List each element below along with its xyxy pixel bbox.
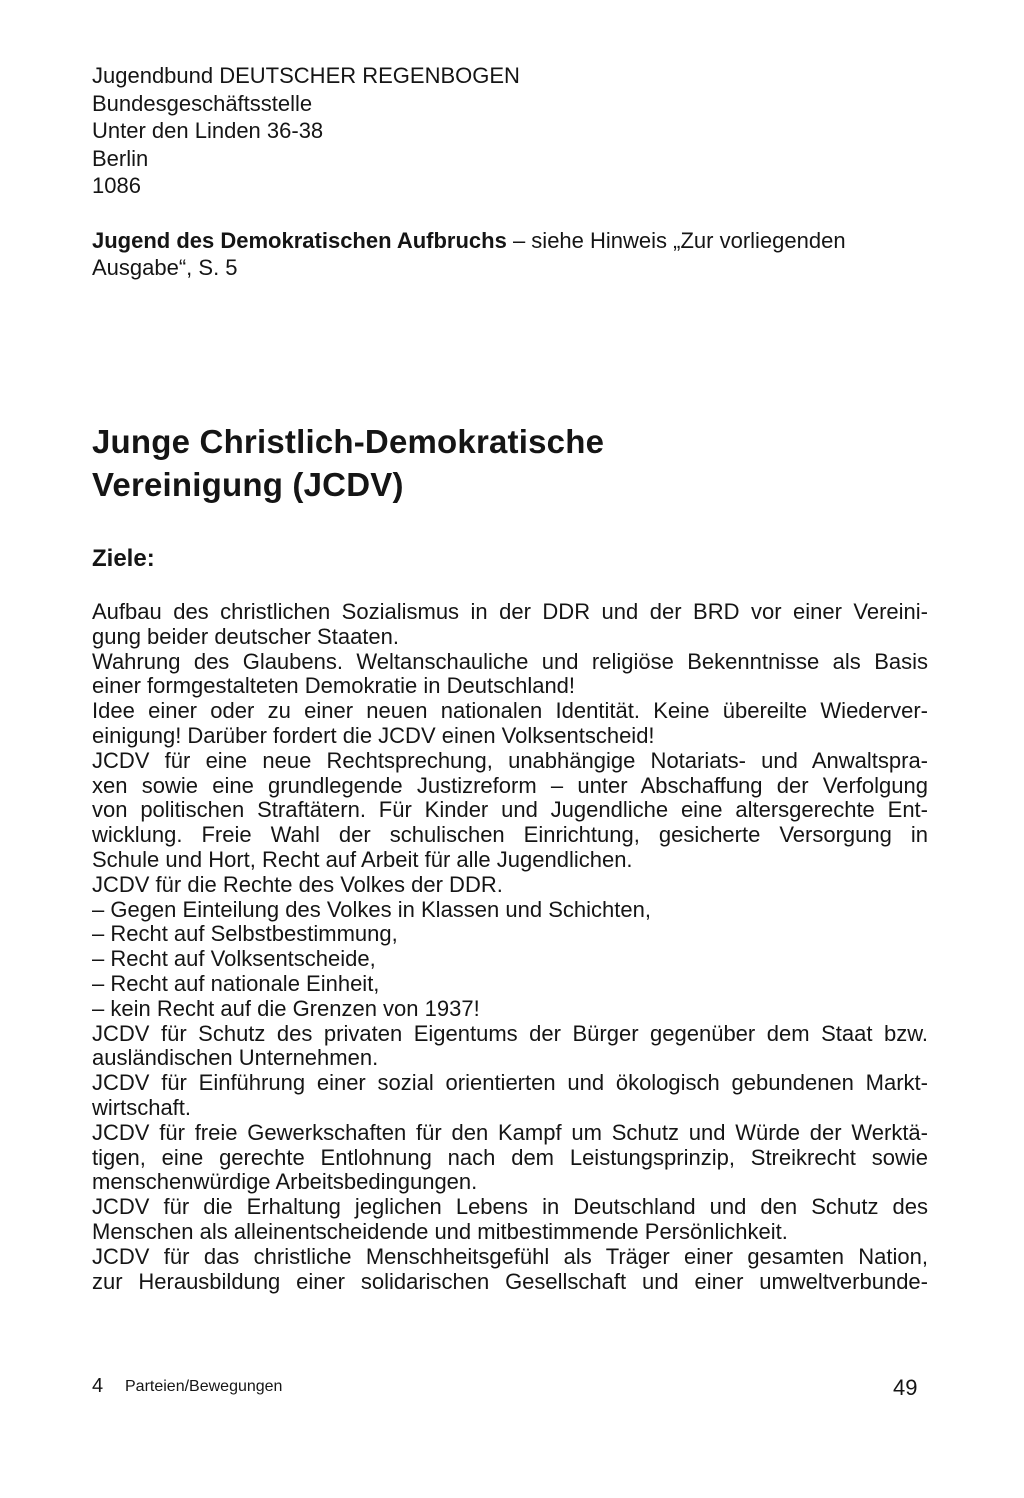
body-line: JCDV für das christliche Menschheitsgefühl als Träger einer gesamten Nation,: [92, 1243, 928, 1269]
body-line: tigen, eine gerechte Entlohnung nach dem Leistungsprinzip, Streikrecht sowie: [92, 1144, 928, 1170]
address-line: Bundesgeschäftsstelle: [92, 90, 313, 116]
body-line: JCDV für die Erhaltung jeglichen Lebens in Deutschland und den Schutz des: [92, 1194, 928, 1220]
body-line: ausländischen Unternehmen.: [92, 1045, 379, 1071]
body-line: JCDV für eine neue Rechtsprechung, unabhängige Notariats- und Anwaltspra-: [92, 747, 928, 773]
note-reference: – siehe Hinweis „Zur vorliegenden Ausgabe“, S. 5: [92, 228, 846, 280]
address-line: Jugendbund DEUTSCHER REGENBOGEN: [92, 63, 520, 88]
cross-reference-note: [92, 227, 932, 281]
address-block: [92, 62, 520, 200]
footer-section-number: 4: [92, 1375, 104, 1397]
body-line: JCDV für Einführung einer sozial orientierten und ökologisch gebundenen Markt-: [92, 1070, 928, 1096]
body-line: von politischen Straftätern. Für Kinder und Jugendliche eine altersgerechte Ent-: [92, 797, 928, 823]
body-line: – Recht auf nationale Einheit,: [92, 970, 380, 996]
body-line: – kein Recht auf die Grenzen von 1937!: [92, 995, 480, 1021]
note-organization: Jugend des Demokratischen Aufbruchs: [92, 228, 507, 253]
subheading-goals: Ziele:: [92, 545, 155, 572]
body-line: einigung! Darüber fordert die JCDV einen Volksentscheid!: [92, 722, 655, 748]
address-line: 1086: [92, 173, 141, 198]
body-line: Menschen als alleinentscheidende und mitbestimmende Persönlichkeit.: [92, 1218, 788, 1244]
address-line: Berlin: [92, 145, 149, 171]
body-text: [92, 600, 928, 1294]
heading-line: Vereinigung (JCDV): [92, 466, 404, 503]
body-line: Aufbau des christlichen Sozialismus in der DDR und der BRD vor einer Vereini-: [92, 599, 928, 624]
body-line: gung beider deutscher Staaten.: [92, 623, 400, 649]
body-line: menschenwürdige Arbeitsbedingungen.: [92, 1169, 478, 1195]
body-line: Wahrung des Glaubens. Weltanschauliche und religiöse Bekenntnisse als Basis: [92, 648, 928, 674]
heading-line: Junge Christlich-Demokratische: [92, 423, 605, 460]
body-line: – Recht auf Volksentscheide,: [92, 946, 376, 972]
body-line: JCDV für freie Gewerkschaften für den Kampf um Schutz und Würde der Werktä-: [92, 1119, 928, 1145]
address-line: Unter den Linden 36-38: [92, 118, 324, 143]
section-heading: [92, 420, 604, 506]
body-line: zur Herausbildung einer solidarischen Gesellschaft und einer umweltverbunde-: [92, 1268, 928, 1294]
body-line: Schule und Hort, Recht auf Arbeit für alle Jugendlichen.: [92, 846, 633, 872]
body-line: wirtschaft.: [92, 1094, 192, 1120]
page-number: 49: [893, 1375, 918, 1400]
body-line: xen sowie eine grundlegende Justizreform – unter Abschaffung der Verfolgung: [92, 772, 928, 798]
body-line: – Recht auf Selbstbestimmung,: [92, 921, 398, 947]
body-line: einer formgestalteten Demokratie in Deutschland!: [92, 673, 576, 699]
body-line: – Gegen Einteilung des Volkes in Klassen und Schichten,: [92, 896, 651, 922]
body-line: JCDV für Schutz des privaten Eigentums der Bürger gegenüber dem Staat bzw.: [92, 1020, 928, 1046]
footer-section-label: Parteien/Bewegungen: [125, 1378, 283, 1395]
body-line: wicklung. Freie Wahl der schulischen Einrichtung, gesicherte Versorgung in: [92, 822, 928, 848]
body-line: Idee einer oder zu einer neuen nationalen Identität. Keine übereilte Wiederver-: [92, 698, 928, 724]
body-line: JCDV für die Rechte des Volkes der DDR.: [92, 871, 503, 897]
